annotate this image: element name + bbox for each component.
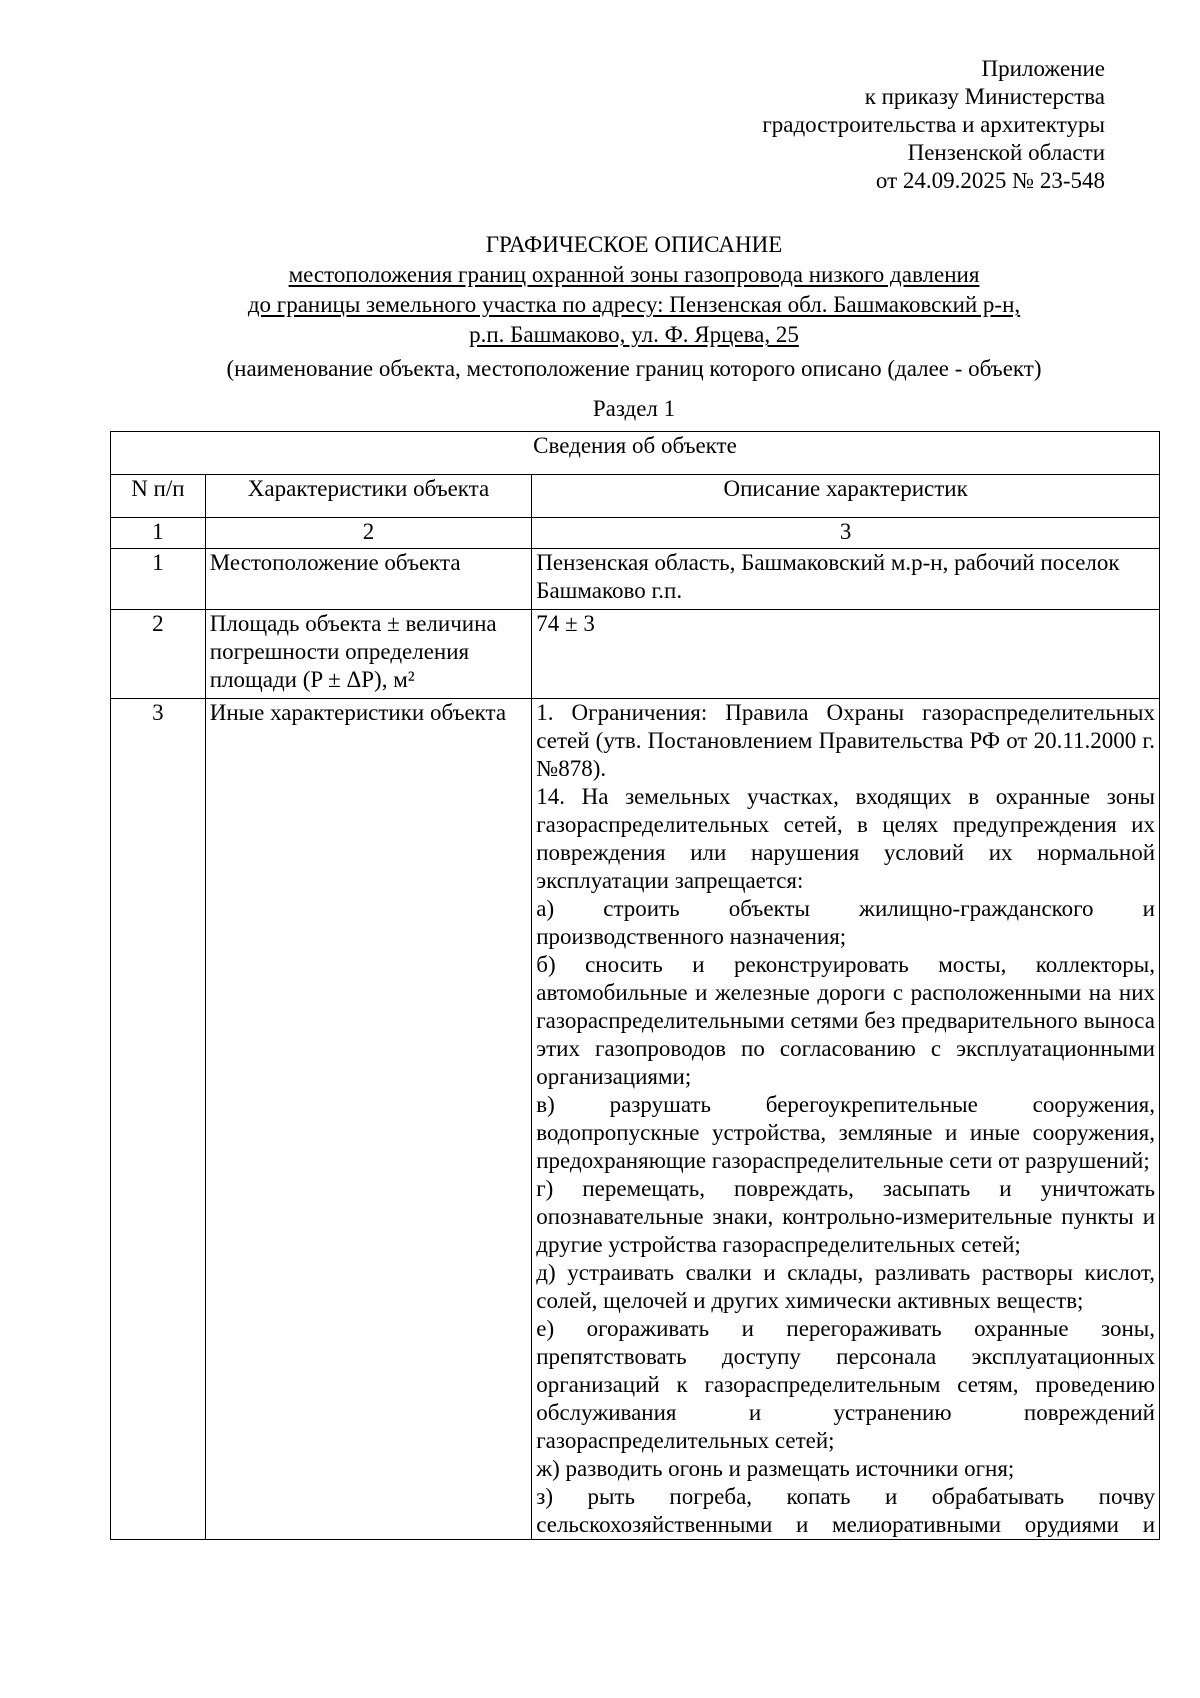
- column-header: Описание характеристик: [532, 475, 1160, 518]
- table-row: [111, 549, 1160, 610]
- object-name-line: до границы земельного участка по адресу: Пензенская обл. Башмаковский р-н,: [247, 292, 1021, 317]
- table-row: [111, 699, 1160, 1540]
- row-number: 2: [111, 610, 206, 699]
- row-characteristic: Иные характеристики объекта: [205, 699, 531, 1540]
- row-description: 74 ± 3: [532, 610, 1160, 699]
- column-number: 3: [532, 518, 1160, 549]
- description-paragraph: е) огораживать и перегораживать охранные зоны, препятствовать доступу персонала эксплуатационных организаций к газораспределительным сетям, проведению обслуживания и устранению повреждений газораспределительных сетей;: [536, 1316, 1155, 1453]
- description-paragraph: ж) разводить огонь и размещать источники огня;: [536, 1456, 1015, 1481]
- object-name-line: местоположения границ охранной зоны газопровода низкого давления: [288, 262, 980, 287]
- row-characteristic: Местоположение объекта: [205, 549, 531, 610]
- object-name-line: р.п. Башмаково, ул. Ф. Ярцева, 25: [469, 322, 799, 347]
- description-paragraph: б) сносить и реконструировать мосты, коллекторы, автомобильные и железные дороги с расположенными на них газораспределительными сетями без предварительного выноса этих газопроводов по согласованию с эксплуатационными организациями;: [536, 952, 1155, 1089]
- description-paragraph: г) перемещать, повреждать, засыпать и уничтожать опознавательные знаки, контрольно-измерительные пункты и другие устройства газораспределительных сетей;: [536, 1176, 1155, 1257]
- table-caption: Сведения об объекте: [111, 432, 1160, 475]
- description-paragraph: а) строить объекты жилищно-гражданского и производственного назначения;: [536, 896, 1155, 949]
- document-title-block: [108, 230, 1160, 424]
- column-number: 1: [111, 518, 206, 549]
- appendix-line: градостроительства и архитектуры: [762, 112, 1105, 137]
- appendix-line: Приложение: [981, 56, 1105, 81]
- object-name-caption: (наименование объекта, местоположение границ которого описано (далее - объект): [226, 356, 1042, 381]
- appendix-line: к приказу Министерства: [864, 84, 1105, 109]
- appendix-line: от 24.09.2025 № 23-548: [875, 168, 1105, 193]
- row-characteristic: Площадь объекта ± величина погрешности определения площади (P ± ΔP), м²: [205, 610, 531, 699]
- row-number: 3: [111, 699, 206, 1540]
- row-number: 1: [111, 549, 206, 610]
- row-description: [532, 699, 1160, 1540]
- description-paragraph: д) устраивать свалки и склады, разливать растворы кислот, солей, щелочей и других химически активных веществ;: [536, 1260, 1155, 1313]
- description-paragraph: в) разрушать берегоукрепительные сооружения, водопропускные устройства, земляные и иные сооружения, предохраняющие газораспределительные сети от разрушений;: [536, 1092, 1155, 1173]
- section-label: Раздел 1: [592, 396, 676, 421]
- appendix-line: Пензенской области: [907, 140, 1105, 165]
- description-paragraph: 1. Ограничения: Правила Охраны газораспределительных сетей (утв. Постановлением Правительства РФ от 20.11.2000 г. №878).: [536, 700, 1155, 781]
- appendix-header: [762, 55, 1105, 195]
- column-header: N п/п: [111, 475, 206, 518]
- description-paragraph: 14. На земельных участках, входящих в охранные зоны газораспределительных сетей, в целях предупреждения их повреждения или нарушения условий их нормальной эксплуатации запрещается:: [536, 784, 1155, 893]
- object-info-table: [110, 431, 1160, 1540]
- description-paragraph: з) рыть погреба, копать и обрабатывать почву сельскохозяйственными и мелиоративными орудиями и: [536, 1484, 1155, 1537]
- column-header: Характеристики объекта: [205, 475, 531, 518]
- column-number: 2: [205, 518, 531, 549]
- table-row: [111, 610, 1160, 699]
- row-description: Пензенская область, Башмаковский м.р-н, рабочий поселок Башмаково г.п.: [532, 549, 1160, 610]
- document-title: ГРАФИЧЕСКОЕ ОПИСАНИЕ: [485, 232, 783, 257]
